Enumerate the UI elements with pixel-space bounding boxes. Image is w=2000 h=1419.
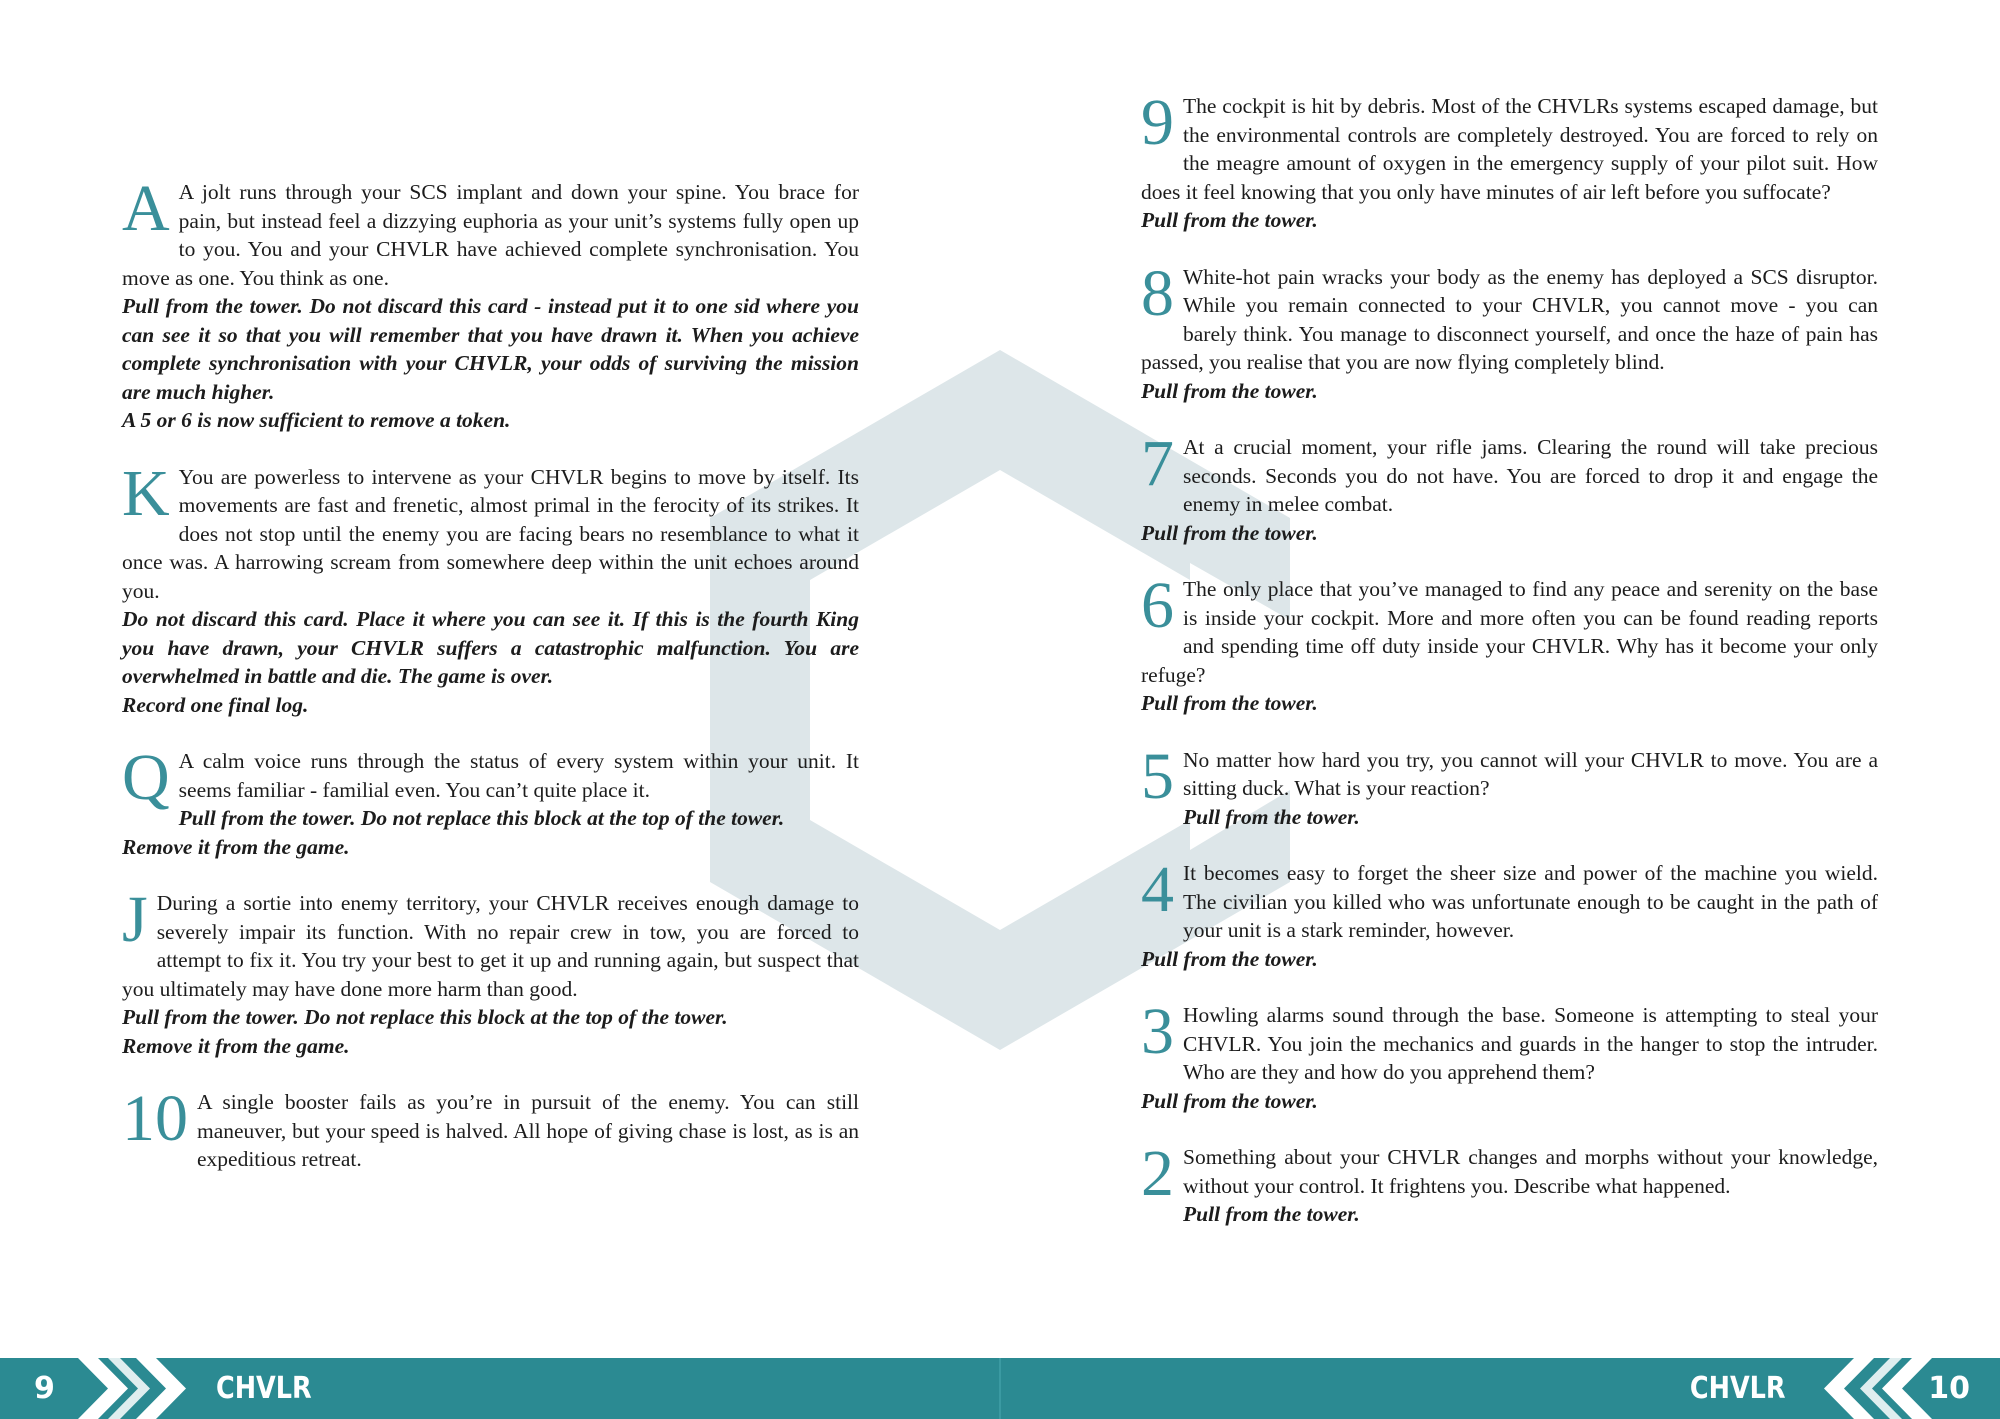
card-number: 8 [1141, 256, 1174, 330]
card-instruction: Do not discard this card. Place it where you can see it. If this is the fourth King you have drawn, your CHVLR suffers a catastrophic malfunction. You are overwhelmed in battle and die. The game is over. [122, 607, 859, 688]
card-instruction: Remove it from the game. [122, 1033, 350, 1058]
card-entry-10 [122, 1082, 859, 1174]
page-number-right: 10 [1928, 1371, 1970, 1406]
card-text: White-hot pain wracks your body as the enemy has deployed a SCS disruptor. While you remain connected to your CHVLR, you cannot move - you can barely think. You manage to disconnect yourself, and once the haze of pain has passed, you realise that you are now flying completely blind. [1141, 264, 1878, 374]
card-entry-5 [1141, 739, 1878, 832]
card-entry-3 [1141, 995, 1878, 1115]
card-entry-j [122, 883, 859, 1060]
card-instruction: Pull from the tower. [1183, 1202, 1360, 1226]
card-text: The cockpit is hit by debris. Most of the CHVLRs systems escaped damage, but the environmental controls are completely destroyed. You are forced to rely on the meagre amount of oxygen in the emergency supply of your pilot suit. How does it feel knowing that you only have minutes of air left before you suffocate? [1141, 94, 1878, 204]
card-number: 3 [1141, 995, 1174, 1068]
card-instruction: Pull from the tower. Do not discard this card - instead put it to one sid where you can see it so that you will remember that you have drawn it. When you achieve complete synchronisation with your CHVLR, your odds of surviving the mission are much higher. [122, 294, 859, 404]
chevron-right-icon [78, 1358, 188, 1419]
card-text: A calm voice runs through the status of every system within your unit. It seems familiar - familial even. You can’t quite place it. [178, 749, 859, 802]
card-instruction: Pull from the tower. [1141, 946, 1318, 971]
card-text: No matter how hard you try, you cannot will your CHVLR to move. You are a sitting duck. What is your reaction? [1183, 747, 1878, 800]
card-text: You are powerless to intervene as your CHVLR begins to move by itself. Its movements are fast and frenetic, almost primal in the ferocity of its strikes. It does not stop until the enemy you are facing bears no resemblance to what it once was. A harrowing scream from somewhere deep within the unit echoes around you. [122, 464, 859, 603]
card-text: The only place that you’ve managed to find any peace and serenity on the base is inside your cockpit. More and more often you can be found reading reports and spending time off duty inside your CHVLR. Why has it become your only refuge? [1141, 577, 1878, 687]
card-letter: J [122, 883, 148, 956]
card-number: 5 [1141, 739, 1174, 813]
card-entry-6 [1141, 569, 1878, 718]
card-entry-q [122, 741, 859, 861]
card-entry-a [122, 172, 859, 435]
brand-name-left: CHVLR [216, 1371, 312, 1406]
card-instruction: Remove it from the game. [122, 834, 350, 859]
card-number: 6 [1141, 569, 1174, 642]
card-instruction: Pull from the tower. [1183, 804, 1360, 829]
card-text: A single booster fails as you’re in pursuit of the enemy. You can still maneuver, but your speed is halved. All hope of giving chase is lost, as is an expeditious retreat. [197, 1090, 859, 1171]
card-letter: Q [122, 741, 170, 814]
card-number: 7 [1141, 427, 1174, 500]
card-entry-k [122, 456, 859, 720]
card-text: At a crucial moment, your rifle jams. Clearing the round will take precious seconds. Seconds you do not have. You are forced to drop it and engage the enemy in melee combat. [1183, 435, 1878, 516]
card-text: During a sortie into enemy territory, your CHVLR receives enough damage to severely impair its function. With no repair crew in tow, you are forced to attempt to fix it. You try your best to get it up and running again, but suspect that you ultimately may have done more harm than good. [122, 891, 859, 1001]
card-entry-9 [1141, 86, 1878, 235]
card-letter: A [122, 172, 170, 245]
card-instruction: Pull from the tower. [1141, 208, 1318, 232]
card-instruction: Pull from the tower. [1141, 520, 1318, 545]
card-text: It becomes easy to forget the sheer size and power of the machine you wield. The civilian you killed who was unfortunate enough to be caught in the path of your unit is a stark reminder, however. [1183, 861, 1878, 942]
card-number: 4 [1141, 853, 1174, 926]
card-text: Howling alarms sound through the base. Someone is attempting to steal your CHVLR. You join the mechanics and guards in the hanger to stop the intruder. Who are they and how do you apprehend them? [1183, 1003, 1878, 1084]
page-footer-band [0, 1358, 2000, 1419]
left-page-column [122, 172, 859, 1174]
card-number: 2 [1141, 1137, 1174, 1210]
card-entry-7 [1141, 427, 1878, 547]
chevron-left-icon [1822, 1358, 1932, 1419]
card-entry-2 [1141, 1137, 1878, 1229]
card-instruction: Pull from the tower. [1141, 378, 1318, 403]
card-instruction: Record one final log. [122, 692, 309, 717]
card-instruction: Pull from the tower. [1141, 691, 1318, 715]
card-text: A jolt runs through your SCS implant and down your spine. You brace for pain, but instead feel a dizzying euphoria as your unit’s systems fully open up to you. You and your CHVLR have achieved complete synchronisation. You move as one. You think as one. [122, 180, 859, 290]
page-number-left: 9 [34, 1371, 55, 1406]
card-letter: K [122, 456, 170, 530]
card-instruction: Pull from the tower. [1141, 1088, 1318, 1113]
card-number: 9 [1141, 86, 1174, 159]
card-entry-4 [1141, 853, 1878, 973]
card-instruction: Pull from the tower. Do not replace this block at the top of the tower. [122, 1005, 728, 1029]
card-text: Something about your CHVLR changes and morphs without your knowledge, without your control. It frightens you. Describe what happened. [1183, 1145, 1878, 1198]
brand-name-right: CHVLR [1690, 1371, 1786, 1406]
card-entry-8 [1141, 256, 1878, 406]
card-instruction: Pull from the tower. Do not replace this block at the top of the tower. [178, 806, 785, 830]
right-page-column [1141, 86, 1878, 1229]
card-instruction: A 5 or 6 is now sufficient to remove a token. [122, 408, 511, 432]
card-letter: 10 [122, 1082, 188, 1155]
